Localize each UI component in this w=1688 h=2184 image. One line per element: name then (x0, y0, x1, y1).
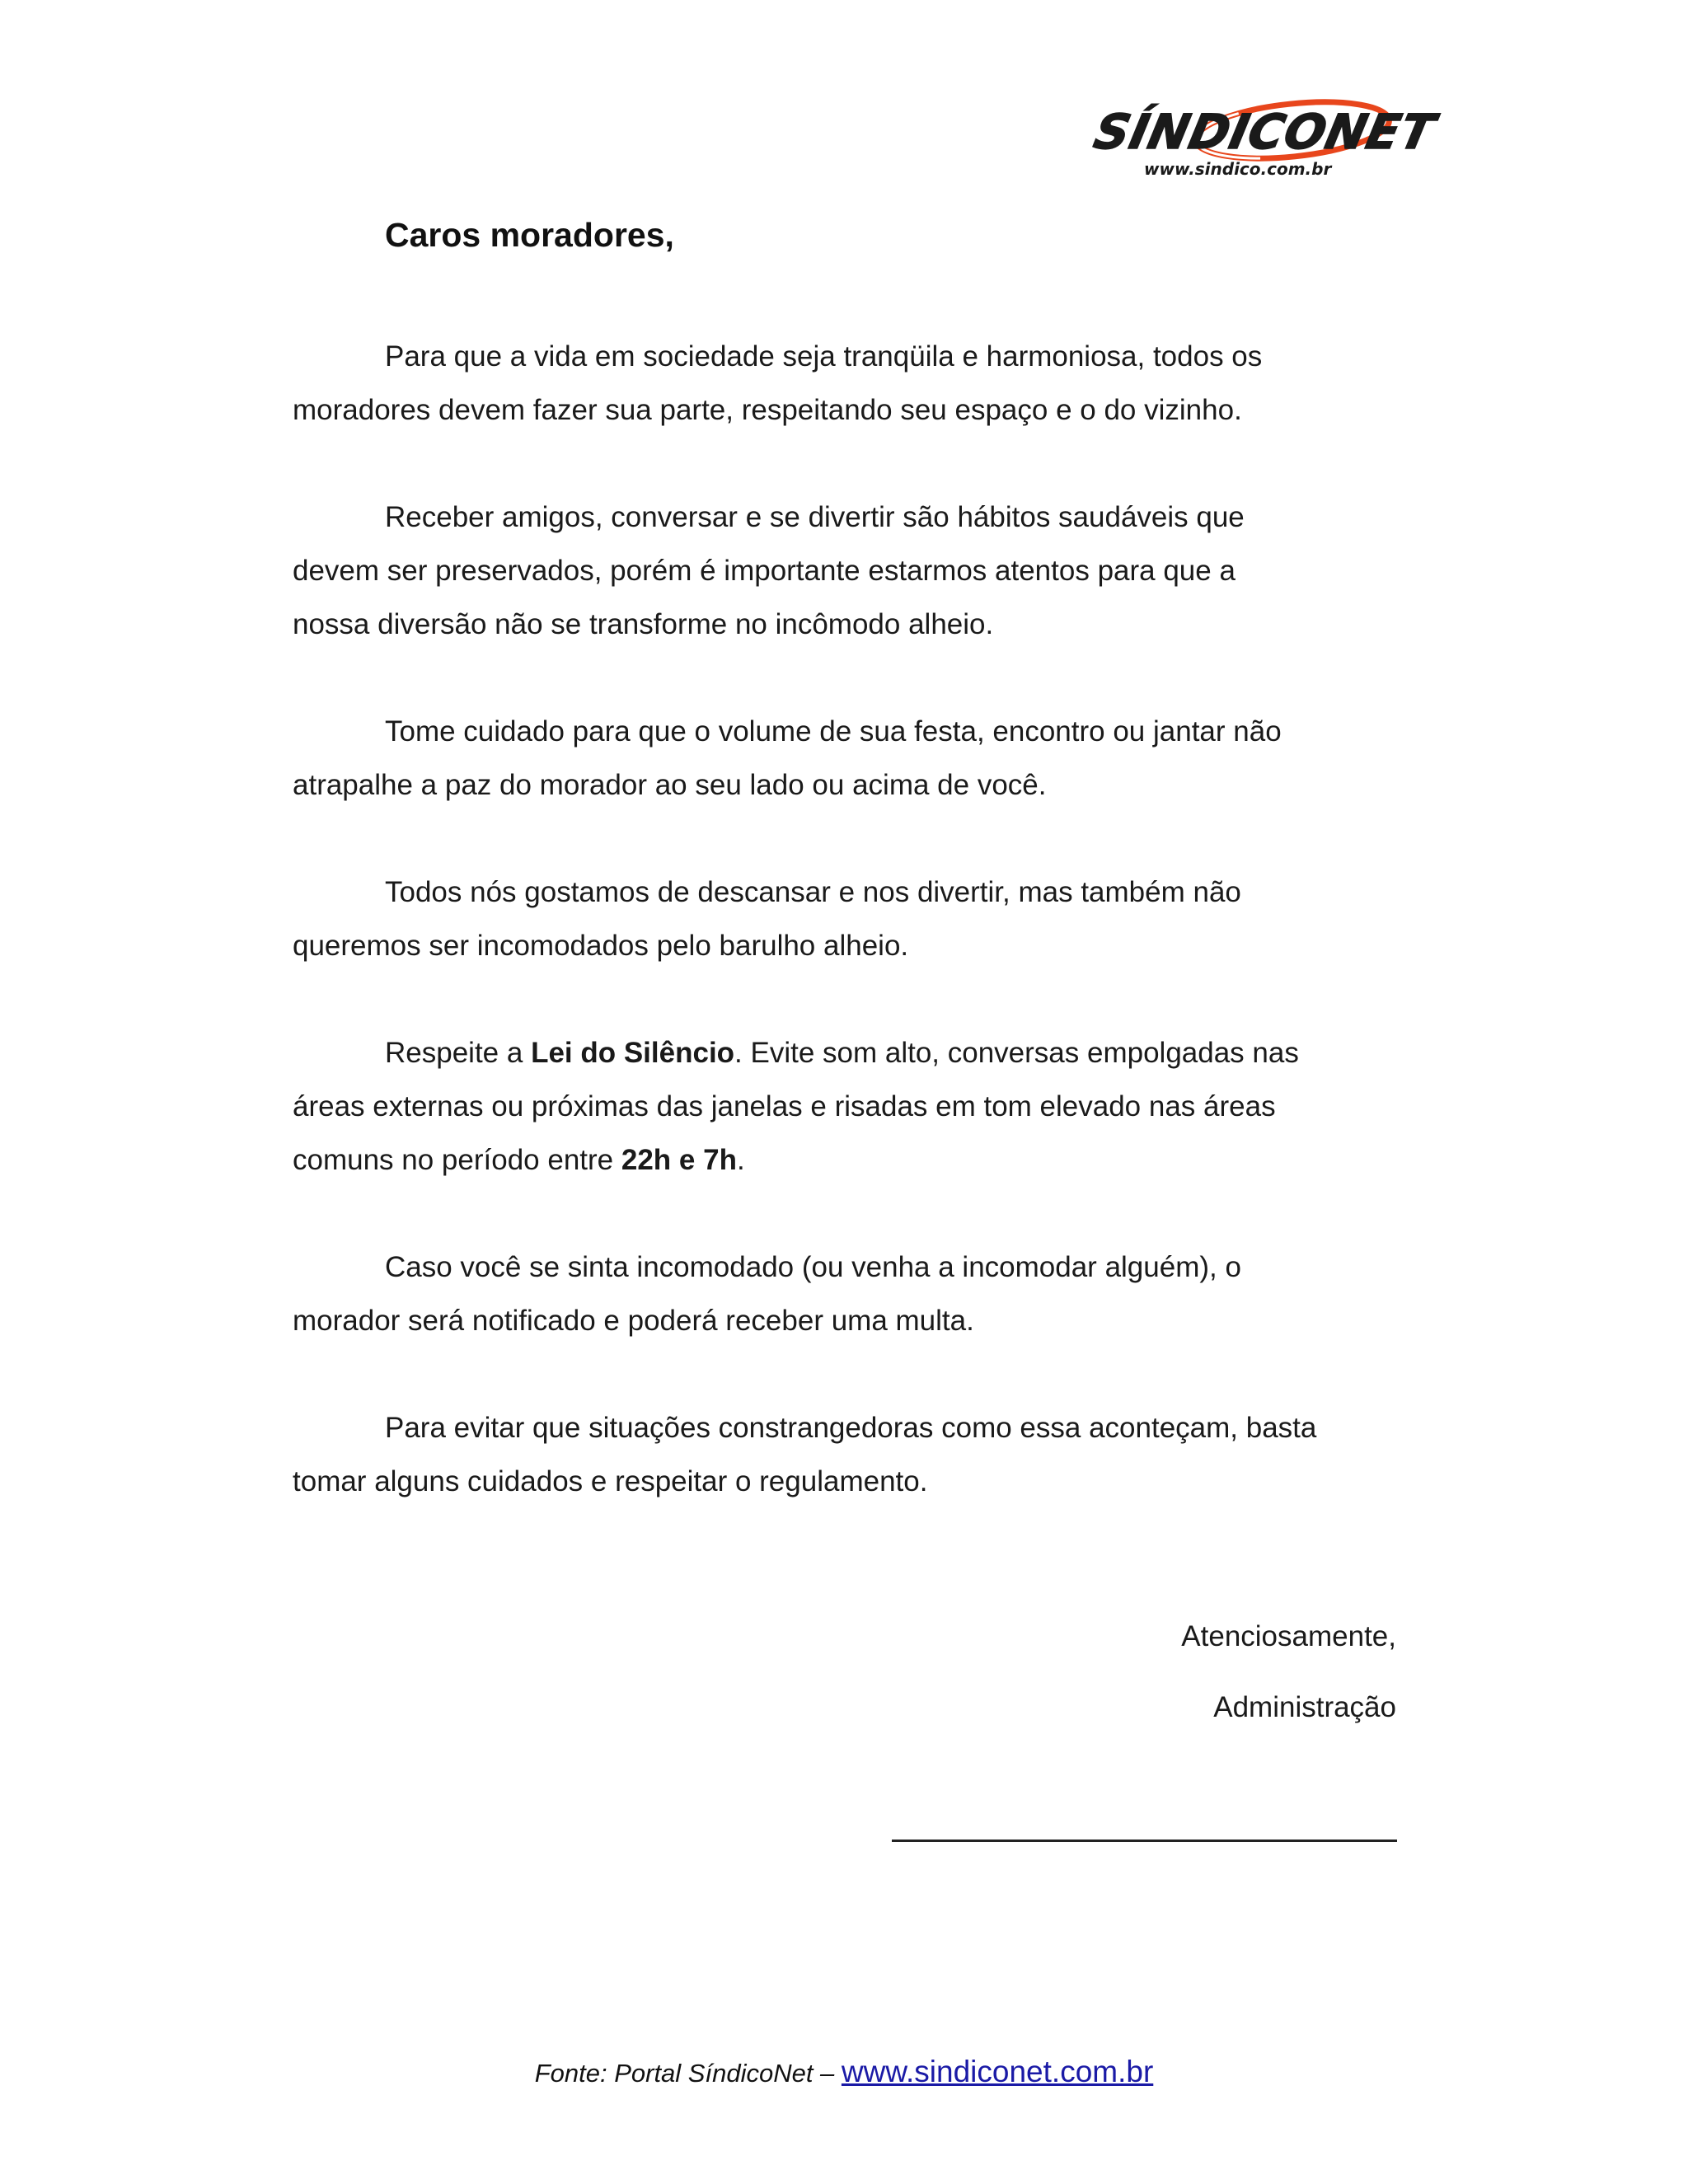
signoff-administration: Administração (1213, 1691, 1396, 1723)
paragraph-line: devem ser preservados, porém é importante estarmos atentos para que a (293, 555, 1236, 587)
paragraph-line: áreas externas ou próximas das janelas e risadas em tom elevado nas áreas (293, 1090, 1276, 1122)
closing-salutation: Atenciosamente, (1181, 1620, 1396, 1652)
sindiconet-logo (1086, 89, 1441, 181)
paragraph-line: queremos ser incomodados pelo barulho alheio. (293, 930, 909, 962)
text-run: Respeite a (385, 1037, 532, 1069)
paragraph-line: Para que a vida em sociedade seja tranqüila e harmoniosa, todos os (385, 340, 1263, 373)
paragraph-line (293, 1026, 1397, 1080)
paragraph-line: Para evitar que situações constrangedoras como essa aconteçam, basta (385, 1412, 1317, 1444)
paragraph-2 (293, 490, 1397, 651)
footer (0, 2055, 1688, 2089)
paragraph-line: Caso você se sinta incomodado (ou venha a incomodar alguém), o (385, 1251, 1241, 1283)
paragraph-1 (293, 330, 1397, 437)
paragraph-4 (293, 865, 1397, 972)
logo-wordmark: SÍNDICONET (1089, 104, 1441, 160)
paragraph-line (293, 1133, 1397, 1187)
paragraph-line: tomar alguns cuidados e respeitar o regulamento. (293, 1465, 928, 1497)
quiet-hours-bold: 22h e 7h (621, 1144, 737, 1176)
signature-line (892, 1840, 1397, 1842)
paragraph-line: nossa diversão não se transforme no incômodo alheio. (293, 608, 994, 640)
paragraph-line: moradores devem fazer sua parte, respeitando seu espaço e o do vizinho. (293, 394, 1242, 426)
footer-link[interactable]: www.sindiconet.com.br (841, 2055, 1154, 2088)
paragraph-7 (293, 1401, 1397, 1508)
paragraph-6 (293, 1240, 1397, 1347)
text-run: . Evite som alto, conversas empolgadas nas (734, 1037, 1299, 1069)
paragraph-line: morador será notificado e poderá receber uma multa. (293, 1305, 974, 1337)
paragraph-line: atrapalhe a paz do morador ao seu lado ou acima de você. (293, 769, 1047, 801)
paragraph-5-silence-law (293, 1026, 1397, 1187)
paragraph-3 (293, 705, 1397, 812)
paragraph-line: Receber amigos, conversar e se divertir são hábitos saudáveis que (385, 501, 1245, 533)
footer-source: Fonte: Portal SíndicoNet – (534, 2059, 842, 2088)
letter-body (293, 330, 1397, 1562)
text-run: comuns no período entre (293, 1144, 621, 1176)
text-run: . (736, 1144, 745, 1176)
paragraph-line: Todos nós gostamos de descansar e nos divertir, mas também não (385, 876, 1241, 908)
greeting-heading: Caros moradores, (385, 216, 674, 254)
silence-law-bold: Lei do Silêncio (531, 1037, 735, 1069)
paragraph-line: Tome cuidado para que o volume de sua festa, encontro ou jantar não (385, 715, 1282, 748)
logo-url: www.sindico.com.br (1144, 159, 1332, 179)
